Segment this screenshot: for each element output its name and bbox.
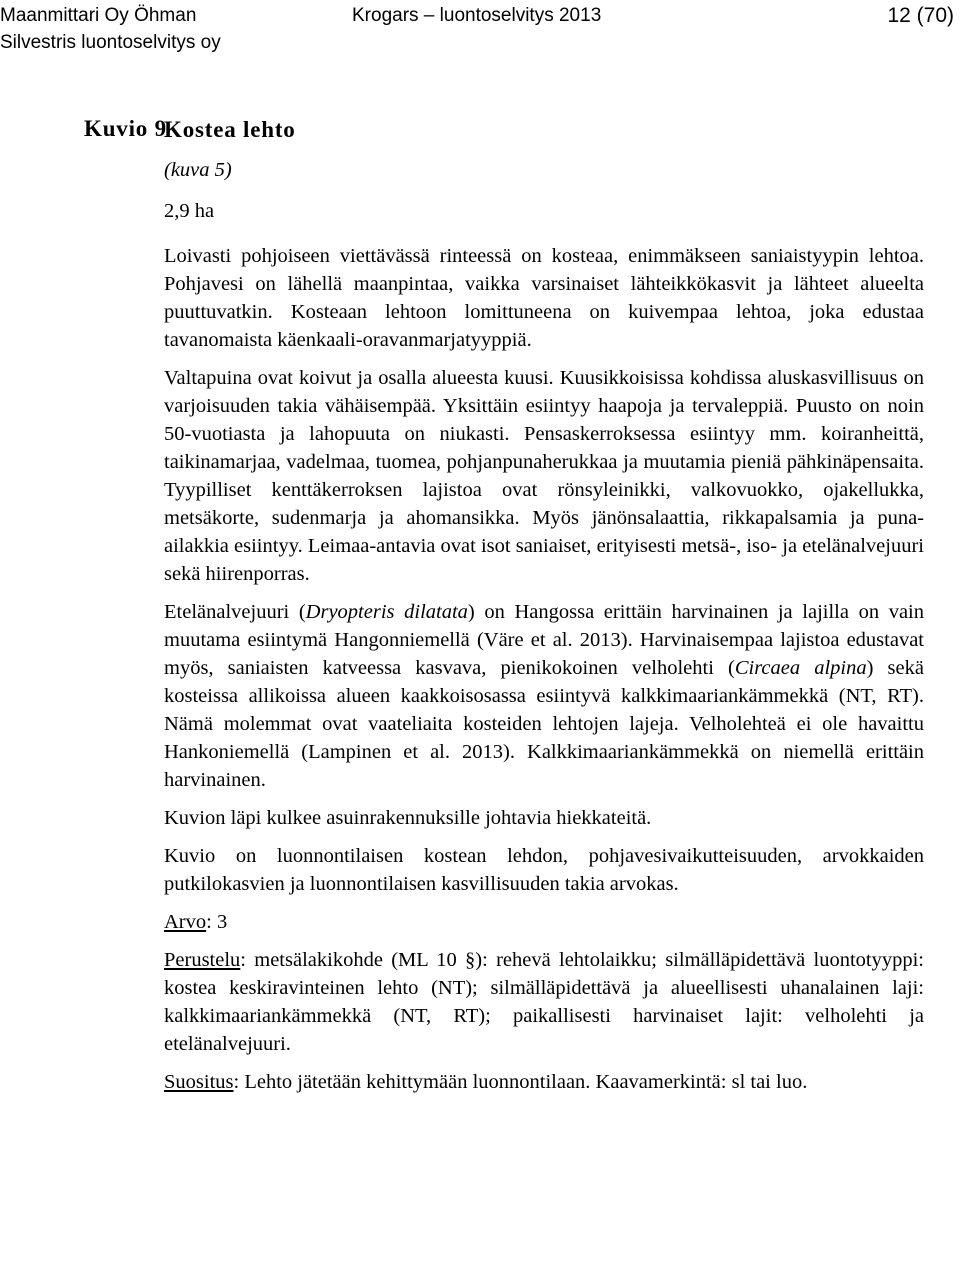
arvo-line (164, 908, 924, 936)
header-page-number: 12 (70) (887, 4, 954, 27)
header-company-line2: Silvestris luontoselvitys oy (0, 32, 221, 53)
p3-text-c: ) on Hangossa erittäin harvinainen ja lajilla on vain muutama esiintymä Hangonniemellä (Väre et al. 2013). Harvinaisempaa lajistoa edustavat myös, saniaisten katveessa kasvava, pienikokoinen velholehti ( (164, 601, 924, 679)
suositus-line (164, 1068, 924, 1096)
header-company-line1: Maanmittari Oy Öhman (0, 5, 197, 26)
paragraph-vegetation: Valtapuina ovat koivut ja osalla alueesta kuusi. Kuusikkoisissa kohdissa aluskasvillisuus on varjoisuuden takia vähäisempää. Yksittäin esiintyy haapoja ja tervaleppiä. Puusto on noin 50-vuotiasta ja lahopuuta on niukasti. Pensaskerroksessa esiintyy mm. koiranheittä, taikinamarjaa, vadelmaa, tuomea, pohjanpunaherukkaa ja muutamia pieniä pähkinäpensaita. Tyypilliset kenttäkerroksen lajistoa ovat rönsyleinikki, valkovuokko, ojakellukka, metsäkorte, sudenmarja ja ahomansikka. Myös jänönsalaattia, rikkapalsamia ja puna-ailakkia esiintyy. Leimaa-antavia ovat isot saniaiset, erityisesti metsä-, iso- ja etelänalvejuuri sekä hiirenporras. (164, 367, 924, 585)
area-value: 2,9 ha (164, 200, 215, 222)
perustelu-text: : metsälakikohde (ML 10 §): rehevä lehtolaikku; silmälläpidettävä luontotyyppi: kostea keskiravinteinen lehto (NT); silmälläpidettävä ja alueellisesti uhanalainen laji: kalkkimaariankämmekkä (NT, RT); paikallisesti harvinaiset lajit: velholehti ja etelänalvejuuri. (164, 949, 924, 1055)
p3-text-a: Etelänalvejuuri ( (164, 601, 306, 623)
arvo-value: : 3 (206, 911, 228, 933)
paragraph-rare-species (164, 598, 924, 794)
section-title: Kostea lehto (164, 117, 296, 142)
page-content (164, 112, 924, 1106)
header-document-title: Krogars – luontoselvitys 2013 (352, 5, 602, 26)
page-header (0, 0, 960, 62)
arvo-label: Arvo (164, 911, 207, 933)
suositus-text: : Lehto jätetään kehittymään luonnontilaan. Kaavamerkintä: sl tai luo. (233, 1071, 808, 1093)
species-name-dryopteris: Dryopteris dilatata (305, 601, 468, 623)
perustelu-label: Perustelu (164, 949, 241, 971)
kuvio-label: Kuvio 9 (84, 116, 167, 141)
paragraph-value-summary: Kuvio on luonnontilaisen kostean lehdon, pohjavesivaikutteisuuden, arvokkaiden putkilokasvien ja luonnontilaisen kasvillisuuden takia arvokas. (164, 845, 924, 895)
header-company (0, 2, 221, 56)
species-name-circaea: Circaea alpina (734, 657, 867, 679)
photo-reference: (kuva 5) (164, 159, 232, 181)
p3-text-e: ) sekä kosteissa allikoissa alueen kaakkoisosassa esiintyvä kalkkimaariankämmekkä (NT, RT). Nämä molemmat ovat vaateliaita kosteiden lehtojen lajeja. Velholehteä ei ole havaittu Hankoniemellä (Lampinen et al. 2013). Kalkkimaariankämmekkä on niemellä erittäin harvinainen. (164, 657, 924, 791)
paragraph-roads: Kuvion läpi kulkee asuinrakennuksille johtavia hiekkateitä. (164, 807, 652, 829)
suositus-label: Suositus (164, 1071, 234, 1093)
paragraph-description: Loivasti pohjoiseen viettävässä rinteessä on kosteaa, enimmäkseen saniaistyypin lehtoa. Pohjavesi on lähellä maanpintaa, vaikka varsinaiset lähteikkökasvit ja lähteet alueelta puuttuvatkin. Kosteaan lehtoon lomittuneena on kuivempaa lehtoa, joka edustaa tavanomaista käenkaali-oravanmarjatyyppiä. (164, 245, 924, 351)
perustelu-line (164, 946, 924, 1058)
